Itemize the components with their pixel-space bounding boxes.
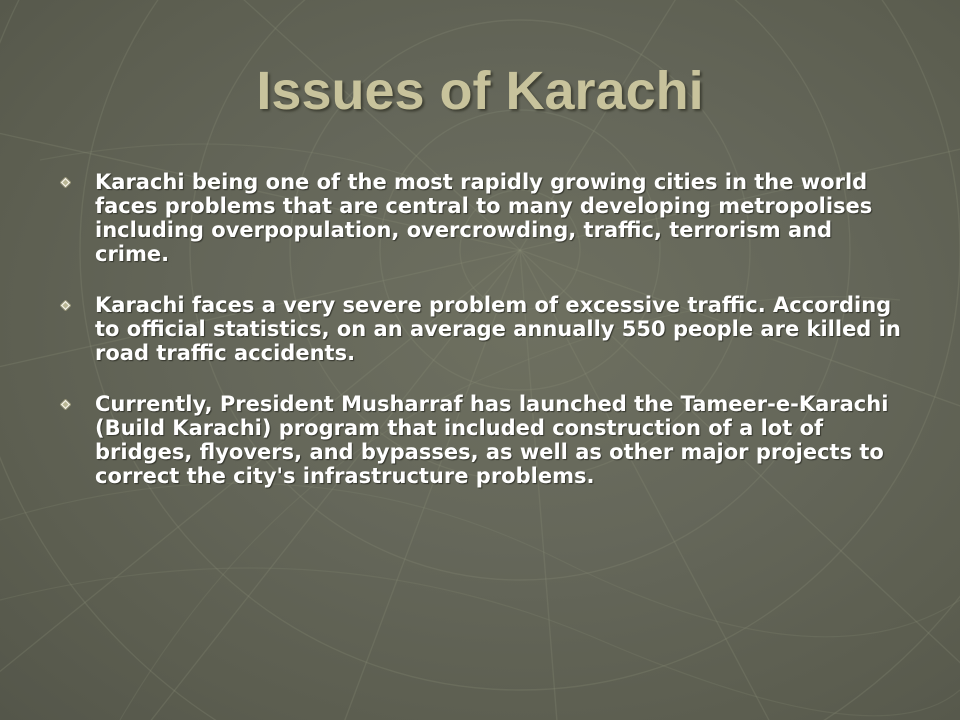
- diamond-bullet-icon: [60, 177, 71, 188]
- bullet-item: [58, 170, 908, 266]
- bullet-text: Karachi being one of the most rapidly growing cities in the world faces problems that are central to many developing metropolises including overpopulation, overcrowding, traffic, terrorism and crime.: [95, 170, 873, 266]
- diamond-bullet-icon: [60, 399, 71, 410]
- diamond-bullet-icon: [60, 300, 71, 311]
- bullet-item: [58, 392, 908, 488]
- bullet-text: Karachi faces a very severe problem of excessive traffic. According to official statistics, on an average annually 550 people are killed in road traffic accidents.: [95, 293, 901, 365]
- bullet-list: [58, 170, 908, 488]
- bullet-text: Currently, President Musharraf has launched the Tameer-e-Karachi (Build Karachi) program that included construction of a lot of bridges, flyovers, and bypasses, as well as other major projects to correct the city's infrastructure problems.: [95, 392, 889, 488]
- slide-title: Issues of Karachi: [256, 61, 704, 121]
- bullet-item: [58, 293, 908, 365]
